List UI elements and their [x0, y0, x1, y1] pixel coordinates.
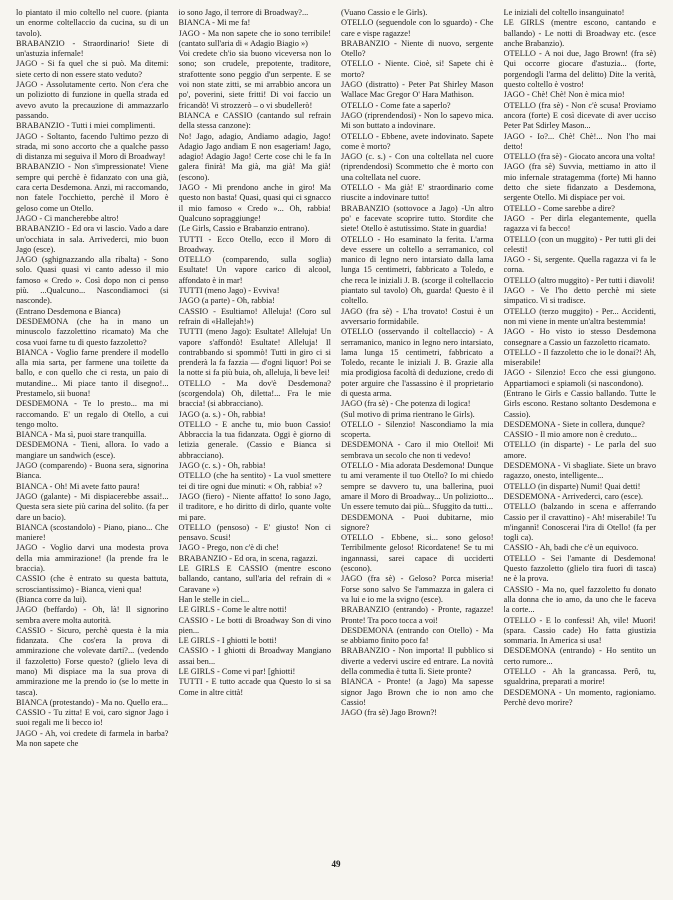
script-line: JAGO (a parte) - Oh, rabbia!	[178, 296, 275, 306]
script-line: JAGO - Ah, voi credete di farmela in barba? Ma non sapete che	[16, 728, 169, 749]
script-line: OTELLO - Silenzio! Nascondiamo la mia scoperta.	[341, 419, 494, 440]
script-line: BIANCA - Ma sì, puoi stare tranquilla.	[16, 430, 147, 440]
script-line: JAGO - Ho visto io stesso Desdemona consegnare a Cassio un fazzoletto ricamato.	[503, 327, 656, 347]
script-line: DESDEMONA - Vi sbagliate. Siete un bravo ragazzo, onesto, intelligente...	[503, 461, 656, 481]
script-line: OTELLO (seguendole con lo sguardo) - Che care e vispe ragazze!	[341, 18, 494, 38]
script-line: (Bianca corre da lui).	[16, 594, 87, 604]
script-line: BRABANZIO - Tutti i miei complimenti.	[16, 121, 156, 131]
script-line: BIANCA - Voglio farne prendere il modello alla mia sarta, per farmene una toilette da ballo, e con quello che ci resta, un paio di mutandine... Mi piace tanto il disegno!... Prestamelo, sii buona!	[16, 347, 169, 398]
column-4	[504, 8, 657, 853]
column-3	[341, 8, 494, 853]
script-line: OTELLO - Come sarebbe a dire?	[503, 203, 615, 213]
script-line: OTELLO (fra sè) - Giocato ancora una volta!	[503, 152, 656, 162]
script-line: OTELLO (osservando il coltellaccio) - A serramanico, manico in legno nero intarsiato, lama lunga 15 centimetri, fabbricato a Toledo, recante le iniziali J. B. Grazie alla mia prodigiosa facoltà di deduzione, credo di poter arguire che l'assassino è il proprietario di questa arma.	[341, 327, 494, 398]
script-line: BIANCA e CASSIO (cantando sul refrain della stessa canzone):	[178, 110, 331, 131]
script-line: OTELLO (comparendo, sulla soglia) Esultate! Un vapore carico di alcool, affondato è in mar!	[178, 255, 331, 285]
script-line: DESDEMONA - Un momento, ragioniamo. Perchè devo morire?	[503, 687, 656, 707]
script-line: BIANCA (scostandolo) - Piano, piano... Che maniere!	[16, 522, 169, 543]
script-line: (Le Girls, Cassio e Brabanzio entrano).	[178, 224, 310, 234]
script-line: JAGO - Ma non sapete che io sono terribile! (cantato sull'aria di « Adagio Biagio »)	[178, 28, 331, 48]
script-line: (Entrano le Girls e Cassio ballando. Tutte le Girls escono. Restano soltanto Desdemona e Cassio).	[503, 388, 656, 419]
script-line: JAGO (fra sè) - Che potenza di logica!	[341, 399, 471, 409]
script-line: JAGO - Mi prendono anche in giro! Ma questo non basta! Quasi, quasi qui ci sgnacco il mio famoso « Credo »... Oh, rabbia! Qualcuno sopraggiunge!	[178, 183, 331, 223]
script-line: DESDEMONA (entrando) - Ho sentito un certo rumore...	[503, 646, 656, 666]
script-line: JAGO - Si, sergente. Quella ragazza vi fa le corna.	[503, 255, 656, 275]
script-line: CASSIO - Il mio amore non è creduto...	[503, 430, 637, 440]
script-line: DESDEMONA - Puoi dubitarne, mio signore?	[341, 512, 494, 532]
script-line: OTELLO - A noi due, Jago Brown! (fra sè) Qui occorre giocare d'astuzia... (forte, porgendogli l'arma del delitto) Dite la verità, questo coltello è vostro!	[503, 49, 656, 90]
script-line: JAGO (beffardo) - Oh, là! Il signorino sembra avere molta autorità.	[16, 605, 169, 625]
script-line: Han le stelle in ciel...	[178, 594, 250, 604]
script-line: JAGO (riprendendosi) - Non lo sapevo mica. Mi son buttato a indovinare.	[341, 110, 494, 131]
script-line: OTELLO - Ebbene, si... sono geloso! Terribilmente geloso! Ricordatene! Se tu mi ingannassi, sarei capace di ucciderti (escono).	[341, 533, 494, 574]
script-line: TUTTI - E tutto accade qua Questo lo si sa Come in altre città!	[178, 677, 331, 697]
script-line: OTELLO - Ebbene, avete indovinato. Sapete come è morto?	[341, 131, 494, 151]
script-line: JAGO (galante) - Mi dispiacerebbe assai!... Questa sera siete più carina del solito. (fa per dare un bacio).	[16, 491, 169, 522]
script-line: JAGO (c. s.) - Oh, rabbia!	[178, 461, 266, 471]
script-line: BIANCA (protestando) - Ma no. Quello era...	[16, 697, 169, 707]
script-line: OTELLO - Ho esaminato la ferita. L'arma deve essere un coltello a serramanico, col manico di legno nero intarsiato dalla lama lunga 15 centimetri, fabbricato a Toledo, e che reca le iniziali J. B. (scorge il coltellaccio piantato sul tavolo) Oh, guarda! Questo è il coltello.	[341, 234, 494, 306]
script-line: JAGO - Per dirla elegantemente, quella ragazza vi fa becco!	[503, 213, 656, 234]
script-line: OTELLO (fra sè) - Non c'è scusa! Proviamo ancora (forte) E così dicevate di aver ucciso Peter Pat Sdirley Mason...	[503, 100, 656, 131]
script-line: OTELLO - Niente. Cioè, si! Sapete chi è morto?	[341, 59, 494, 79]
script-line: OTELLO (che ha sentito) - La vuol smettere tei di tire ogni due minuti: « Oh, rabbia! »?	[178, 471, 331, 491]
script-line: JAGO - Ci mancherebbe altro!	[16, 213, 119, 223]
script-line: DESDEMONA - Caro il mio Otelloi! Mi sembrava un secolo che non ti vedevo!	[341, 440, 494, 460]
script-line: JAGO (fra sè) - Geloso? Porca miseria! Forse sono salvo Se l'ammazza in galera ci va lui e io me la svigno (esce).	[341, 574, 494, 604]
script-line: OTELLO (altro muggito) - Per tutti i diavoli!	[503, 275, 655, 285]
script-line: DESDEMONA (che ha in mano un minuscolo fazzolettino ricamato) Ma che cosa vuoi farne tu di questo fazzoletto?	[16, 316, 169, 347]
script-line: JAGO - Assolutamente certo. Non c'era che un poliziotto di funzione in quella strada ed avevo avuto la precauzione di ammazzarlo passando.	[16, 80, 169, 120]
script-line: CASSIO - Tu zitta! E voi, caro signor Jago i suoi regali me li becco io!	[16, 708, 169, 728]
script-line: LE GIRLS E CASSIO (mentre escono ballando, cantano, sull'aria del refrain di « Caravane »)	[178, 564, 331, 594]
script-line: BRABANZIO (entrando) - Pronte, ragazze! Pronte! Tra poco tocca a voi!	[341, 605, 494, 625]
script-line: JAGO (fiero) - Niente affatto! Io sono Jago, il traditore, e ho diritto di dirlo, quante volte mi pare.	[178, 491, 331, 522]
script-line: OTELLO - Mia adorata Desdemona! Dunque tu ami veramente il tuo Otello? Io mi chiedo sempre se davvero tu, una ballerina, puoi amare il Moro di Broadway... Un poliziotto... Un essere temuto dai più... Sfuggito da tutti...	[341, 461, 494, 512]
script-line: OTELLO (in disparte) Numi! Quai detti!	[503, 481, 641, 491]
script-line: CASSIO - Sicuro, perchè questa è la mia fidanzata. Che cos'era la prova di ammirazione che volevate darti?... (vedendo il fazzoletto) Forse questo? (glielo leva di mano) Mi dispiace ma la sua prova di ammirazione me la prendo io (se lo mette in tasca).	[16, 625, 169, 697]
script-line: JAGO - Prego, non c'è di che!	[178, 543, 279, 553]
script-line: JAGO - Ve l'ho detto perchè mi siete simpatico. Vi si tradisce.	[503, 286, 656, 306]
script-line: JAGO - Si fa quel che si può. Ma ditemi: siete certo di non essere stato veduto?	[16, 59, 169, 79]
script-line: OTELLO - Ma già! E' straordinario come riuscite a indovinare tutto!	[341, 183, 494, 203]
script-line: Le iniziali del coltello insanguinato!	[503, 8, 625, 17]
script-line: Voi credete ch'io sia buono viceversa non lo sono; son crudele, prepotente, traditore, strafottente sono peggio d'un serpente. E se voi non state zitti, se mi arrabbio ancora un po', poverini, siete fritti! Di voi faccio un fricandò! Vi strozzerò – o vi sbudellerò!	[178, 49, 331, 110]
script-line: BRABANZIO (sottovoce a Jago) -Un altro po' e facevate scoprire tutto. Stordite che siete! Otello è astutissimo. State in guardia!	[341, 203, 494, 234]
script-line: BRABANZIO - Non importa! Il pubblico si diverte a vedervi uscire ed entrare. La novità della commedia è tutta lì. Siete pronte?	[341, 646, 494, 676]
script-line: OTELLO (con un muggito) - Per tutti gli dei celesti!	[503, 234, 656, 254]
script-line: DESDEMONA - Siete in collera, dunque?	[503, 419, 645, 429]
script-line: OTELLO - Sei l'amante di Desdemona! Questo fazzoletto (glielo tira fuori di tasca) ne è la prova.	[503, 553, 656, 584]
script-line: OTELLO - Ma dov'è Desdemona? (scorgendola) Oh, diletta!... Fra le mie braccia! (si abbracciano).	[178, 378, 331, 409]
script-line: BRABANZIO - Ed ora, in scena, ragazzi.	[178, 553, 318, 563]
script-line: OTELLO (in disparte) - Le parla del suo amore.	[503, 440, 656, 460]
script-line: DESDEMONA (entrando con Otello) - Ma se abbiamo finito poco fa!	[341, 625, 494, 646]
script-line: JAGO - Chè! Chè! Non è mica mio!	[503, 90, 625, 100]
script-line: No! Jago, adagio, Andiamo adagio, Jago! Adagio Jago andiam E non esageriam! Jago, adagio! Adagio Jago! Certe cose chi le fa In galera finirà! Ma già, ma già! Ma già! (escono).	[178, 131, 331, 182]
script-line: BIANCA - Mi me fa!	[178, 18, 251, 28]
script-line: JAGO - Silenzio! Ecco che essi giungono. Appartiamoci e spiamoli (si nascondono).	[503, 368, 656, 388]
script-line: DESDEMONA - Te lo presto... ma mi raccomando. E' un regalo di Otello, a cui tengo molto.	[16, 399, 169, 429]
script-line: JAGO (comparendo) - Buona sera, signorina Bianca.	[16, 461, 169, 481]
script-line: OTELLO - Il fazzoletto che io le donai?! Ah, miserabile!	[503, 347, 656, 368]
script-line: CASSIO - Ah, badi che c'è un equivoco.	[503, 543, 639, 553]
script-line: JAGO (fra sè) Jago Brown?!	[341, 708, 437, 718]
script-line: BRABANZIO - Non s'impressionate! Viene sempre qui perchè è fidanzato con una già, cara certa Desdemona. Anzi, mi raccomando, non fatele l'occhietto, perchè il Moro è geloso come un Otello.	[16, 162, 169, 213]
script-line: OTELLO (terzo muggito) - Per... Accidenti, non mi viene in mente un'altra bestemmia!	[503, 306, 656, 326]
script-line: LE GIRLS - I ghiotti le botti!	[178, 636, 277, 646]
script-line: OTELLO (pensoso) - E' giusto! Non ci pensavo. Scusi!	[178, 522, 331, 543]
script-line: CASSIO - Ma no, quel fazzoletto fu donato alla donna che io amo, da uno che le faceva la corte...	[503, 584, 656, 615]
script-line: LE GIRLS - Come le altre notti!	[178, 605, 287, 615]
script-line: JAGO (fra sè) Suvvia, mettiamo in atto il mio infernale stratagemma (forte) Mi hanno detto che siete fidanzato a Desdemona, sergente Otello. Mi dispiace per voi.	[503, 162, 656, 203]
script-line: OTELLO (balzando in scena e afferrando Cassio per il cravattino) - Ah! miserabile! Tu m'ingannì! Conoscerai l'ira di Otello! (fa per togli ca).	[503, 502, 656, 543]
script-line: CASSIO - Le botti di Broadway Son di vino pien...	[178, 615, 331, 635]
script-line: JAGO (distratto) - Peter Pat Shirley Mason Wallace Mac Gregor O' Hara Mathison.	[341, 80, 494, 100]
script-line: JAGO (a. s.) - Oh, rabbia!	[178, 409, 266, 419]
text-columns	[16, 8, 656, 853]
script-line: JAGO (sghignazzando alla ribalta) - Sono solo. Quasi quasi vi canto adesso il mio famoso « Credo ». Così dopo non ci penso più. ...Qualcuno... Nascondiamoci (si nasconde).	[16, 255, 169, 306]
script-line: (Sul motivo di prima rientrano le Girls).	[341, 409, 475, 419]
script-line: BRABANZIO - Straordinario! Siete di un'astuzia infernale!	[16, 38, 169, 59]
script-line: (Entrano Desdemona e Bianca)	[16, 306, 121, 316]
column-2	[179, 8, 332, 853]
script-line: JAGO - Soltanto, facendo l'ultimo pezzo di strada, mi sono accorto che a qualche passo di distanza mi seguiva il Moro di Broadway!	[16, 131, 169, 162]
script-line: OTELLO - E lo confessi! Ah, vile! Muori! (spara. Cassio cade) Ho fatta giustizia sommaria. In America si usa!	[503, 615, 656, 646]
script-line: OTELLO - Come fate a saperlo?	[341, 100, 451, 110]
script-line: TUTTI (meno Jago) - Evviva!	[178, 286, 280, 296]
script-line: CASSIO - I ghiotti di Broadway Mangiano assai ben...	[178, 646, 331, 666]
script-line: TUTTI - Ecco Otello, ecco il Moro di Broadway.	[178, 234, 331, 254]
script-line: JAGO (fra sè) - L'ha trovato! Costui è un avversario formidabile.	[341, 306, 494, 326]
script-line: BRABANZIO - Ed ora vi lascio. Vado a dare un'occhiata in sala. Arrivederci, mio buon Jago (esce).	[16, 224, 169, 254]
script-line: TUTTI (meno Jago): Esultate! Alleluja! Un vapore s'affondò! Esultate! Alleluja! Il contrabbando si spommò! Tutti in giro ci si prenderà la fa fazzia — d'ogni liquor! Poi se la notte si fa più buia, oh, alleluja, li beve lei!	[178, 327, 331, 378]
script-line: DESDEMONA - Arrivederci, caro (esce).	[503, 491, 643, 501]
script-line: CASSIO - Esultiamo! Alleluja! (Coro sul refrain di «Hallejah!»)	[178, 306, 331, 326]
script-line: OTELLO - Ah la grancassa. Perô, tu, sgualdrina, preparati a morire!	[503, 667, 656, 687]
script-line: BIANCA - Oh! Mi avete fatto paura!	[16, 481, 140, 491]
script-line: JAGO - Voglio darvi una modesta prova della mia ammirazione! (la prende fra le braccia).	[16, 543, 169, 574]
script-line: JAGO - Io?... Chè! Chè!... Non l'ho mai detto!	[503, 131, 656, 151]
script-line: JAGO (c. s.) - Con una coltellata nel cuore (riprendendosi) Scommetto che è morto con una coltellata nel cuore.	[341, 152, 494, 182]
script-line: OTELLO - E anche tu, mio buon Cassio! Abbraccia la tua fidanzata. Oggi è giorno di letizia generale. (Cassio e Bianca si abbracciano).	[178, 419, 331, 460]
page-number: 49	[331, 859, 341, 869]
script-line: LE GIRLS - Come vi par! [ghiotti!	[178, 667, 296, 676]
script-line: BRABANZIO - Niente di nuovo, sergente Otello?	[341, 38, 494, 59]
script-line: CASSIO (che è entrato su questa battuta, scrosciantissimo) - Bianca, vieni qua!	[16, 574, 169, 594]
script-line: lo piantato il mio coltello nel cuore. (pianta un enorme coltellaccio da cucina, su di un tavolo).	[16, 8, 169, 38]
script-line: DESDEMONA - Tieni, allora. Io vado a mangiare un sandwich (esce).	[16, 440, 169, 460]
script-line: LE GIRLS (mentre escono, cantando e ballando) - Le notti di Broadway etc. (esce anche Brabanzio).	[503, 18, 656, 48]
script-line: (Vuano Cassio e le Girls).	[341, 8, 428, 17]
column-1	[16, 8, 169, 853]
script-line: io sono Jago, il terrore di Broadway?...	[178, 8, 309, 17]
script-line: BIANCA - Pronte! (a Jago) Ma sapesse signor Jago Brown che io non amo che Cassio!	[341, 677, 494, 707]
magazine-page	[16, 8, 656, 868]
